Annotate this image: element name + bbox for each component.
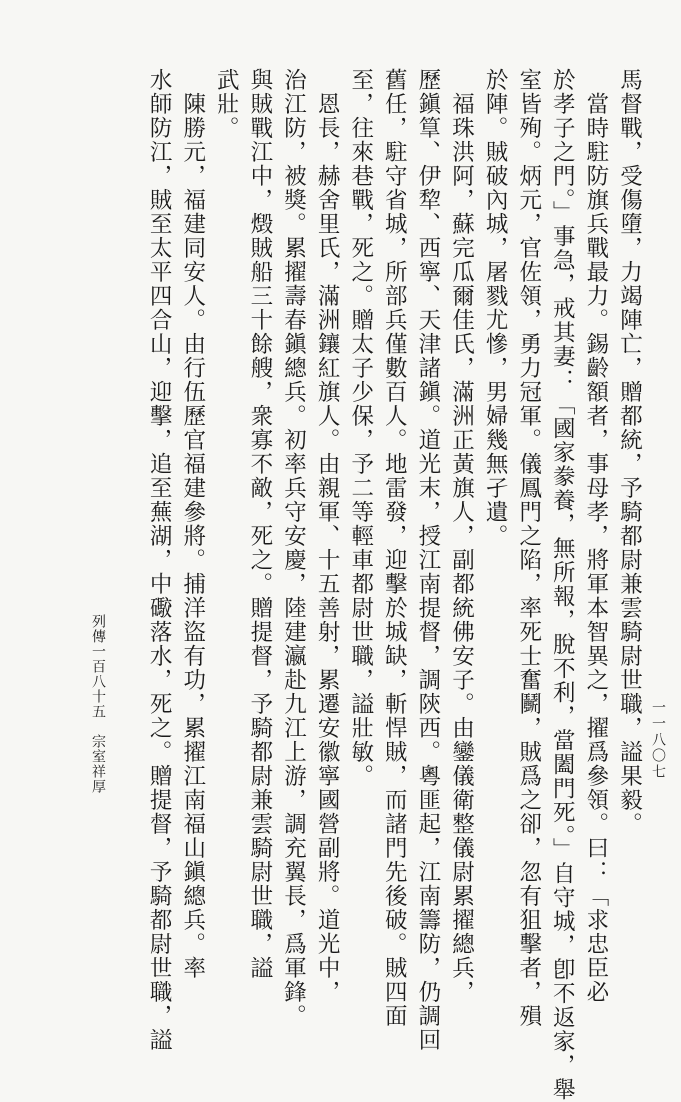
text-column-13: 武壯。: [213, 68, 240, 140]
page-number: 一一八〇七: [650, 700, 666, 780]
text-column-9: 至，往來巷戰，死之。贈太子少保，予二等輕車都尉世職，謚壯敏。: [347, 68, 374, 788]
text-column-4: 室皆殉。炳元，官佐領，勇力冠軍。儀鳳門之陷，率死士奮鬭，賊爲之卻，忽有狙擊者，殞: [515, 68, 542, 1028]
text-column-14: 陳勝元，福建同安人。由行伍歷官福建參將。捕洋盜有功，累擢江南福山鎭總兵。率: [179, 92, 206, 980]
text-column-10: 恩長，赫舍里氏，滿洲鑲紅旗人。由親軍、十五善射，累遷安徽寧國營副將。道光中，: [314, 92, 341, 1004]
text-column-7: 歷鎭筸、伊犂、西寧、天津諸鎭。道光末，授江南提督，調陝西。粵匪起，江南籌防，仍調回: [414, 68, 441, 1052]
text-column-15: 水師防江，賊至太平四合山，迎擊，追至蕪湖，中礮落水，死之。贈提督，予騎都尉世職，謚: [146, 68, 173, 1052]
text-column-1: 馬督戰，受傷墮，力竭陣亡，贈都統，予騎都尉兼雲騎尉世職，謚果毅。: [616, 68, 643, 836]
text-column-12: 與賊戰江中，燬賊船三十餘艘，衆寡不敵，死之。贈提督，予騎都尉兼雲騎尉世職，謚: [246, 68, 273, 980]
text-column-3: 於孝子之門。」事急，戒其妻：「國家豢養，無所報，脫不利，當闔門死。」自守城，卽不返家，舉: [549, 68, 576, 1102]
text-column-8: 舊任，駐守省城，所部兵僅數百人。地雷發，迎擊於城缺，斬悍賊，而諸門先後破。賊四面: [381, 68, 408, 1028]
text-column-5: 於陣。賊破內城，屠戮尤慘，男婦幾無孑遺。: [482, 68, 509, 548]
running-head: 列傳一百八十五 宗室祥厚: [90, 614, 106, 794]
text-column-11: 治江防，被獎。累擢壽春鎭總兵。初率兵守安慶，陸建瀛赴九江上游，調充翼長，爲軍鋒。: [280, 68, 307, 1028]
text-column-2: 當時駐防旗兵戰最力。錫齡額者，事母孝，將軍本智異之，擢爲參領。曰：「求忠臣必: [582, 92, 609, 1004]
text-column-6: 福珠洪阿，蘇完瓜爾佳氏，滿洲正黃旗人，副都統佛安子。由鑾儀衛整儀尉累擢總兵，: [448, 92, 475, 1004]
